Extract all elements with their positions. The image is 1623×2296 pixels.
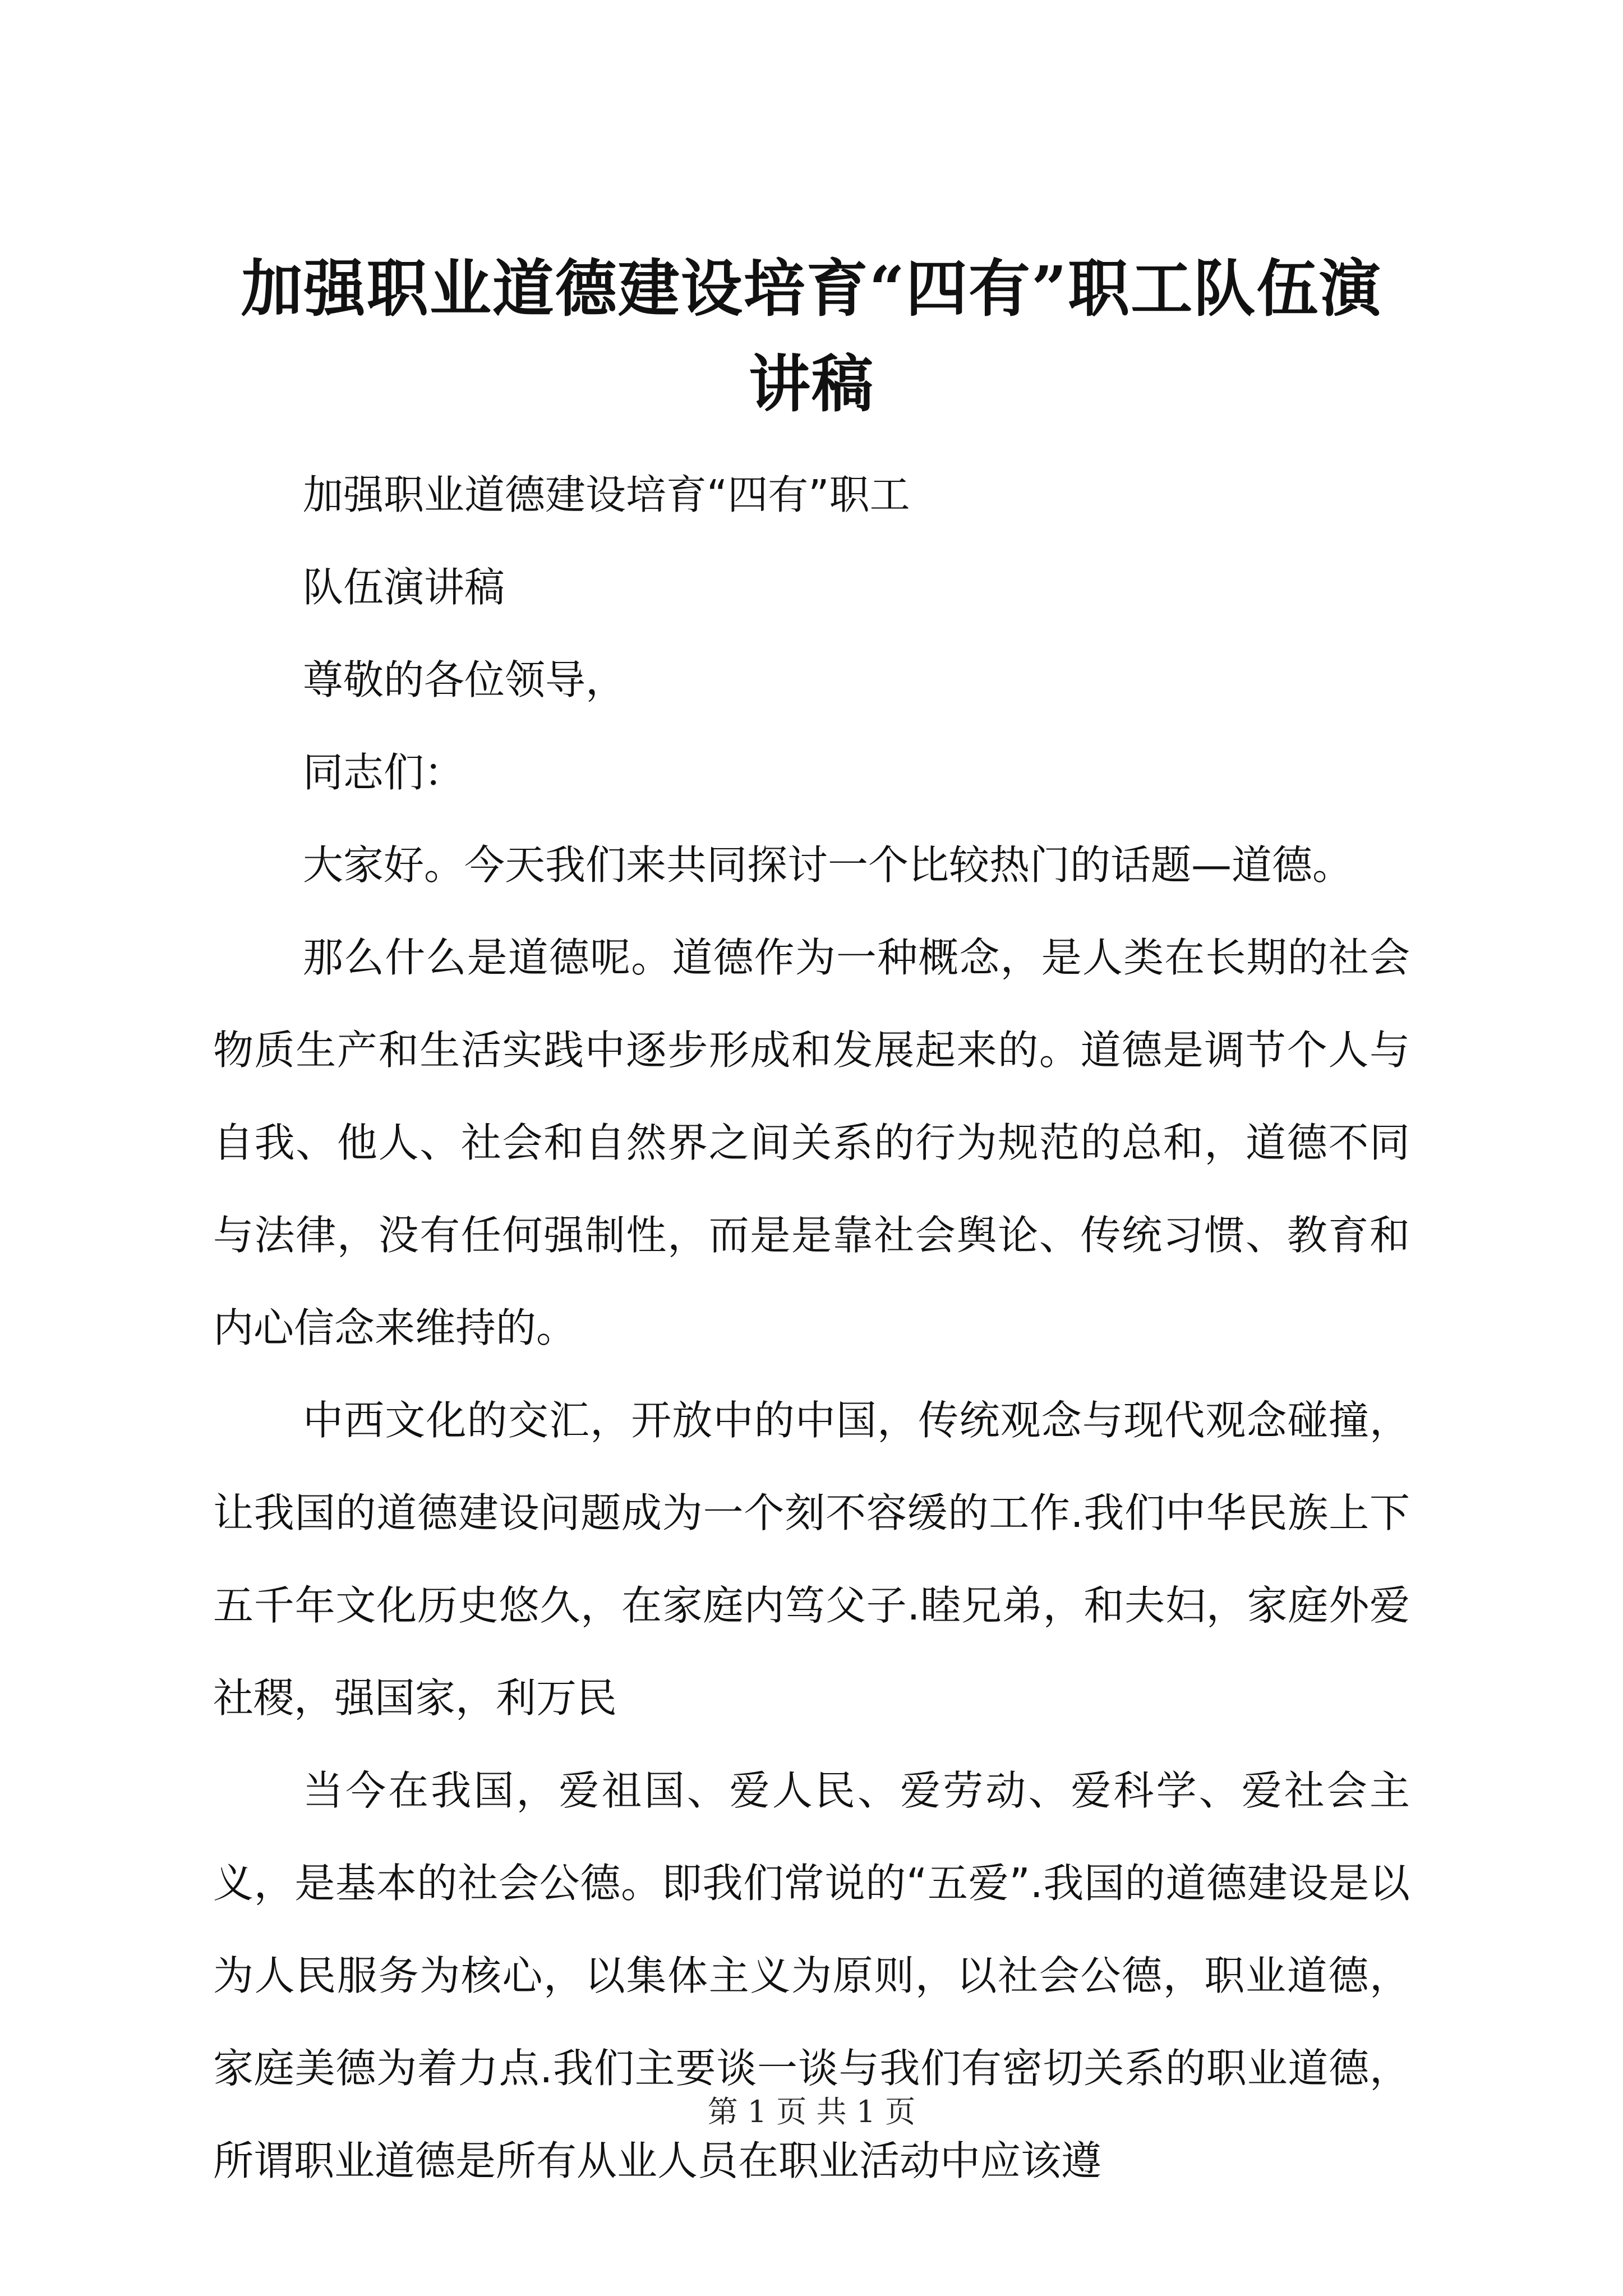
paragraph-what-is-morality: 那么什么是道德呢。道德作为一种概念，是人类在长期的社会物质生产和生活实践中逐步形成和发展起来的。道德是调节个人与自我、他人、社会和自然界之间关系的行为规范的总和，道德不同与法律，没有任何强制性，而是是靠社会舆论、传统习惯、教育和内心信念来维持的。 [213,934,1410,1351]
paragraph-comrades: 同志们： [303,749,465,796]
document-body [213,449,1410,2207]
paragraph-five-loves: 当今在我国，爱祖国、爱人民、爱劳动、爱科学、爱社会主义，是基本的社会公德。即我们常说的“五爱”.我国的道德建设是以为人民服务为核心，以集体主义为原则，以社会公德，职业道德，家庭美德为着力点.我们主要谈一谈与我们有密切关系的职业道德，所谓职业道德是所有从业人员在职业活动中应该遵 [213,1767,1410,2184]
paragraph-subtitle-line1: 加强职业道德建设培育“四有”职工 [303,471,910,518]
page-footer: 第 1 页 共 1 页 [707,2094,916,2129]
paragraph-greeting: 大家好。今天我们来共同探讨一个比较热门的话题—道德。 [303,841,1353,889]
document-title: 加强职业道德建设培育“四有”职工队伍演讲稿 [241,252,1382,420]
paragraph-culture: 中西文化的交汇，开放中的中国，传统观念与现代观念碰撞，让我国的道德建设问题成为一个刻不容缓的工作.我们中华民族上下五千年文化历史悠久，在家庭内笃父子.睦兄弟，和夫妇，家庭外爱社稷，强国家，利万民 [213,1397,1410,1722]
paragraph-salutation: 尊敬的各位领导， [303,656,626,703]
paragraph-subtitle-line2: 队伍演讲稿 [303,564,505,611]
